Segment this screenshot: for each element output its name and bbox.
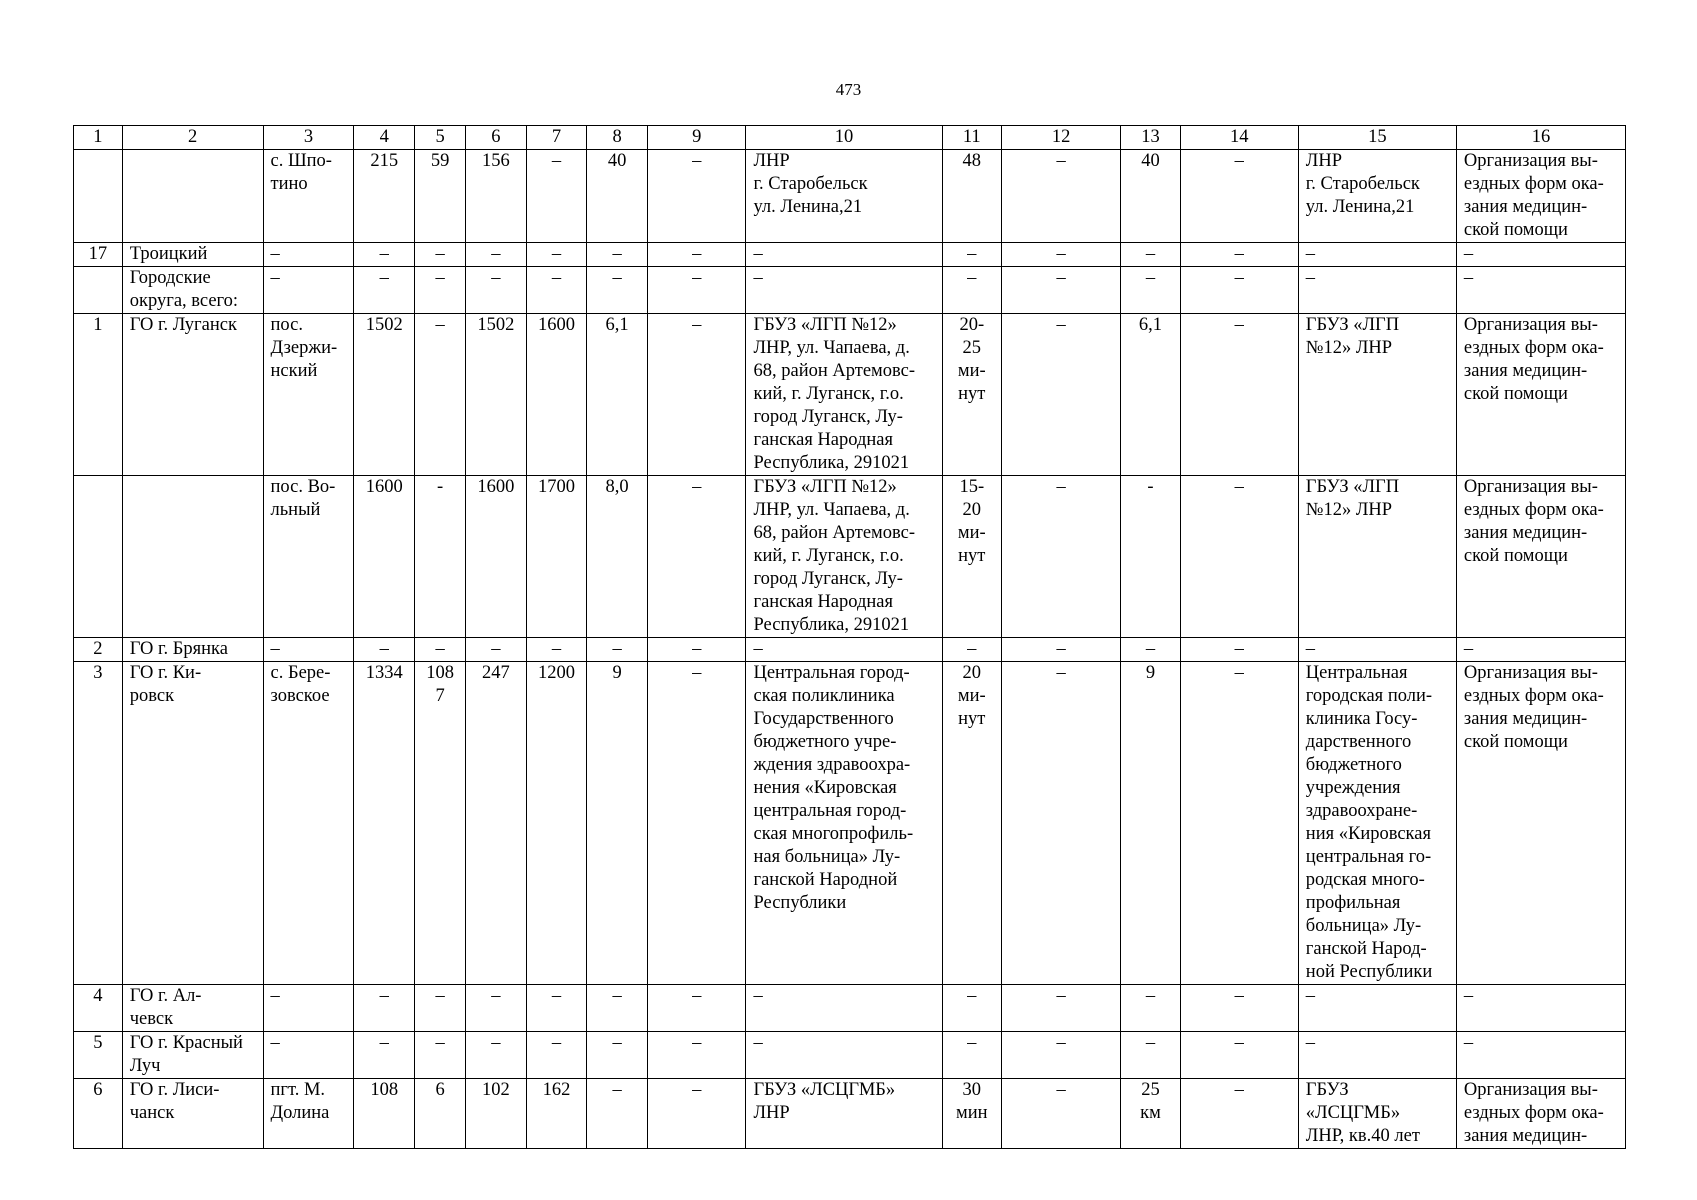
table-cell: – [1298,638,1456,662]
table-cell: 6,1 [1121,314,1181,476]
table-cell: – [587,243,648,267]
table-cell: – [263,1032,354,1079]
table-cell: Центральная городская поли- клиника Госу- дарственного бюджетного учреждения здравоохране- ния «Кировская центральная го- родская много- профильная больница» Лу- ганской Народ- ной Республики [1298,662,1456,985]
table-cell: 1600 [526,314,587,476]
table-cell: – [1180,243,1298,267]
table-cell: – [647,1032,746,1079]
table-cell: – [746,1032,942,1079]
table-cell: 30 мин [942,1079,1002,1149]
page-number: 473 [835,80,862,99]
table-cell: - [415,476,466,638]
table-cell: ГБУЗ «ЛГП №12» ЛНР, ул. Чапаева, д. 68, район Артемовс- кий, г. Луганск, г.о. город Луганск, Лу- ганская Народная Республика, 291021 [746,476,942,638]
table-cell: – [1002,314,1121,476]
table-cell: 6 [74,1079,123,1149]
table-cell: – [1180,314,1298,476]
table-cell: – [1002,662,1121,985]
table-cell: 48 [942,150,1002,243]
table-row [74,267,1626,314]
table-cell: Организация вы- ездных форм ока- зания медицин- ской помощи [1456,314,1625,476]
table-cell: 40 [1121,150,1181,243]
table-cell: – [526,985,587,1032]
table-row [74,314,1626,476]
table-cell: ГО г. Брянка [122,638,263,662]
table-row [74,476,1626,638]
table-cell: – [1121,985,1181,1032]
table-cell: – [526,243,587,267]
table-cell: 215 [354,150,415,243]
table-cell: – [263,267,354,314]
table-cell: 15- 20 ми- нут [942,476,1002,638]
header-row [74,126,1626,150]
table-cell: – [647,638,746,662]
table-cell: 247 [466,662,527,985]
table-cell: – [647,314,746,476]
table-cell: 108 [354,1079,415,1149]
table-cell: ГБУЗ «ЛСЦГМБ» ЛНР [746,1079,942,1149]
table-cell: – [354,243,415,267]
table-cell: – [587,1032,648,1079]
table-cell: 1700 [526,476,587,638]
table-cell: – [1298,985,1456,1032]
table-cell: – [942,1032,1002,1079]
table-cell: – [466,1032,527,1079]
table-cell: - [1121,476,1181,638]
table-cell: – [415,267,466,314]
table-cell: 1502 [354,314,415,476]
table-cell: – [1456,267,1625,314]
table-cell: – [746,985,942,1032]
table-cell: – [354,638,415,662]
column-header: 16 [1456,126,1625,150]
table-cell: – [526,1032,587,1079]
table-cell: 162 [526,1079,587,1149]
table-cell: 2 [74,638,123,662]
table-cell: 156 [466,150,527,243]
table-cell: – [746,267,942,314]
table-cell: – [415,314,466,476]
table-cell: 6 [415,1079,466,1149]
table-cell: – [587,985,648,1032]
table-cell: – [1002,1032,1121,1079]
table-cell [122,150,263,243]
table-row [74,243,1626,267]
table-row [74,1079,1626,1149]
table-cell: Троицкий [122,243,263,267]
table-body [74,150,1626,1149]
table-cell: – [1121,267,1181,314]
table-cell: – [647,985,746,1032]
table-cell: ГБУЗ «ЛГП №12» ЛНР, ул. Чапаева, д. 68, район Артемовс- кий, г. Луганск, г.о. город Луганск, Лу- ганская Народная Республика, 291021 [746,314,942,476]
table-row [74,150,1626,243]
table-cell: – [647,476,746,638]
column-header: 8 [587,126,648,150]
table-cell: – [587,1079,648,1149]
table-cell: 1334 [354,662,415,985]
table-cell: Организация вы- ездных форм ока- зания медицин- ской помощи [1456,662,1625,985]
table-cell: – [1002,150,1121,243]
table-cell: – [1180,985,1298,1032]
table-cell: – [942,985,1002,1032]
table-cell: – [587,638,648,662]
table-cell: ГБУЗ «ЛГП №12» ЛНР [1298,314,1456,476]
column-header: 10 [746,126,942,150]
table-cell: 4 [74,985,123,1032]
table-cell: – [1180,267,1298,314]
table-cell: ГО г. Красный Луч [122,1032,263,1079]
column-header: 14 [1180,126,1298,150]
table-cell: – [415,985,466,1032]
table-cell: – [1121,243,1181,267]
data-table [73,125,1626,1149]
table-cell: 102 [466,1079,527,1149]
table-cell: – [746,638,942,662]
table-cell: – [942,267,1002,314]
table-cell: 6,1 [587,314,648,476]
table-cell: – [1180,1079,1298,1149]
table-cell: с. Шпо- тино [263,150,354,243]
table-cell: – [354,267,415,314]
table-row [74,662,1626,985]
column-header: 6 [466,126,527,150]
column-header: 12 [1002,126,1121,150]
table-cell: 59 [415,150,466,243]
table-cell: – [1456,638,1625,662]
table-cell: 1200 [526,662,587,985]
table-cell: – [526,267,587,314]
table-cell: – [415,638,466,662]
table-cell [122,476,263,638]
table-cell: – [1002,638,1121,662]
table-cell: Организация вы- ездных форм ока- зания медицин- ской помощи [1456,150,1625,243]
table-cell [74,150,123,243]
column-header: 13 [1121,126,1181,150]
table-cell: – [1002,476,1121,638]
table-cell: – [1456,1032,1625,1079]
table-cell: – [466,243,527,267]
column-header: 15 [1298,126,1456,150]
table-cell: ГО г. Ал- чевск [122,985,263,1032]
table-cell: – [647,1079,746,1149]
table-cell: – [263,638,354,662]
table-cell: ГО г. Ки- ровск [122,662,263,985]
table-cell: ЛНР г. Старобельск ул. Ленина,21 [1298,150,1456,243]
table-cell: 1600 [354,476,415,638]
column-header: 9 [647,126,746,150]
table-cell: пос. Во- льный [263,476,354,638]
table-cell: 108 7 [415,662,466,985]
table-cell: ГО г. Луганск [122,314,263,476]
table-cell: – [1456,985,1625,1032]
table-cell [74,476,123,638]
table-cell: – [1180,1032,1298,1079]
table-cell: – [647,150,746,243]
table-cell: 5 [74,1032,123,1079]
table-cell: – [647,267,746,314]
table-cell: 1 [74,314,123,476]
table-cell: – [466,638,527,662]
table-cell: ГБУЗ «ЛСЦГМБ» ЛНР, кв.40 лет [1298,1079,1456,1149]
table-cell: 40 [587,150,648,243]
table-cell: ГБУЗ «ЛГП №12» ЛНР [1298,476,1456,638]
table-cell: – [1298,267,1456,314]
table-cell: – [1298,243,1456,267]
table-cell: ГО г. Лиси- чанск [122,1079,263,1149]
table-row [74,638,1626,662]
table-cell: – [1298,1032,1456,1079]
table-cell: – [526,150,587,243]
table-cell: – [466,985,527,1032]
table-cell: Центральная город- ская поликлиника Государственного бюджетного учре- ждения здравоохра- нения «Кировская центральная город- ская многопрофиль- ная больница» Лу- ганской Народной Республики [746,662,942,985]
table-cell: 3 [74,662,123,985]
table-cell: ЛНР г. Старобельск ул. Ленина,21 [746,150,942,243]
table-cell: – [942,243,1002,267]
table-cell: – [1180,150,1298,243]
table-cell: – [1002,243,1121,267]
column-header: 5 [415,126,466,150]
table-cell: 9 [1121,662,1181,985]
table-row [74,985,1626,1032]
table-cell: пос. Дзержи- нский [263,314,354,476]
table-cell: – [1002,985,1121,1032]
table-cell: – [647,662,746,985]
column-header: 1 [74,126,123,150]
table-cell: – [942,638,1002,662]
table-cell: – [415,243,466,267]
table-cell: 20 ми- нут [942,662,1002,985]
table-cell: 8,0 [587,476,648,638]
table-cell: – [647,243,746,267]
table-cell: 17 [74,243,123,267]
table-cell: Городские округа, всего: [122,267,263,314]
table-cell: – [263,243,354,267]
table-cell: с. Бере- зовское [263,662,354,985]
table-cell: – [354,1032,415,1079]
table-cell [74,267,123,314]
table-cell: пгт. М. Долина [263,1079,354,1149]
table-cell: – [526,638,587,662]
table-cell: – [1180,476,1298,638]
table-cell: – [354,985,415,1032]
table-cell: – [263,985,354,1032]
table-cell: 20- 25 ми- нут [942,314,1002,476]
table-cell: – [1002,267,1121,314]
column-header: 7 [526,126,587,150]
table-cell: – [746,243,942,267]
table-cell: 9 [587,662,648,985]
table-cell: – [466,267,527,314]
table-cell: – [1180,638,1298,662]
table-cell: – [1002,1079,1121,1149]
column-header: 3 [263,126,354,150]
table-cell: 25 км [1121,1079,1181,1149]
table-cell: Организация вы- ездных форм ока- зания медицин- ской помощи [1456,476,1625,638]
table-cell: – [1121,1032,1181,1079]
table-cell: – [415,1032,466,1079]
column-header: 11 [942,126,1002,150]
table-cell: – [1121,638,1181,662]
column-header: 4 [354,126,415,150]
table-cell: – [587,267,648,314]
table-cell: – [1180,662,1298,985]
table-cell: – [1456,243,1625,267]
table-cell: 1502 [466,314,527,476]
column-header: 2 [122,126,263,150]
table-row [74,1032,1626,1079]
table-cell: 1600 [466,476,527,638]
table-cell: Организация вы- ездных форм ока- зания медицин- [1456,1079,1625,1149]
